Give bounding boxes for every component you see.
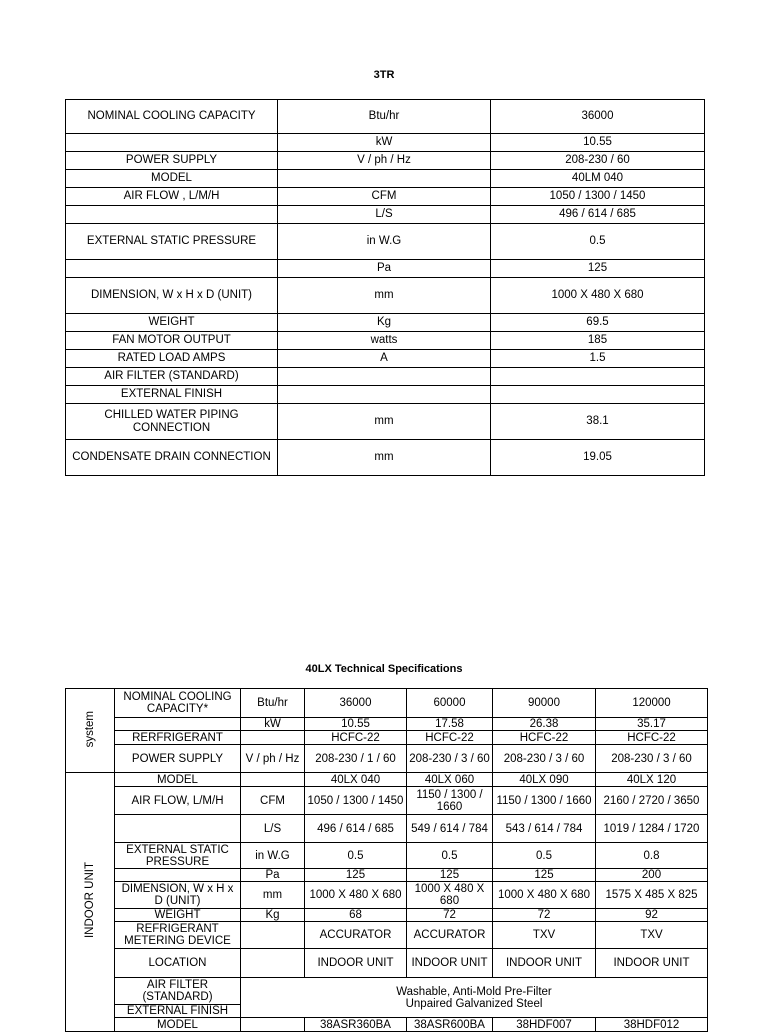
row-label: EXTERNAL FINISH xyxy=(66,386,278,404)
row-label: EXTERNAL STATIC PRESSURE xyxy=(115,843,241,869)
row-label xyxy=(115,815,241,843)
row-unit xyxy=(241,949,305,978)
row-value: 0.5 xyxy=(493,843,596,869)
row-value: 185 xyxy=(491,332,705,350)
row-unit: A xyxy=(278,350,491,368)
table-row xyxy=(66,404,705,440)
row-value: 208-230 / 1 / 60 xyxy=(305,745,407,773)
row-unit: L/S xyxy=(241,815,305,843)
row-value: 26.38 xyxy=(493,718,596,731)
row-value: 120000 xyxy=(596,689,708,718)
row-value: 1575 X 485 X 825 xyxy=(596,882,708,909)
table-row xyxy=(66,689,708,718)
row-label: AIR FILTER (STANDARD) xyxy=(115,978,241,1005)
row-value: 1150 / 1300 / 1660 xyxy=(407,787,493,815)
table-row xyxy=(66,260,705,278)
table-row xyxy=(66,170,705,188)
table-row xyxy=(66,731,708,745)
row-label: AIR FLOW , L/M/H xyxy=(66,188,278,206)
row-value: 40LX 040 xyxy=(305,773,407,787)
table-row xyxy=(66,368,705,386)
row-value: 60000 xyxy=(407,689,493,718)
row-label: RATED LOAD AMPS xyxy=(66,350,278,368)
table-row xyxy=(66,922,708,949)
table-row xyxy=(66,314,705,332)
row-value: 1000 X 480 X 680 xyxy=(491,278,705,314)
table-row xyxy=(66,787,708,815)
row-value: 1.5 xyxy=(491,350,705,368)
row-value: 1000 X 480 X 680 xyxy=(493,882,596,909)
row-value: 200 xyxy=(596,869,708,882)
row-unit: V / ph / Hz xyxy=(241,745,305,773)
table-row xyxy=(66,440,705,476)
spec-40lx-table xyxy=(65,688,708,1032)
row-label: REFRIGERANT METERING DEVICE xyxy=(115,922,241,949)
row-value: 1019 / 1284 / 1720 xyxy=(596,815,708,843)
row-value: INDOOR UNIT xyxy=(493,949,596,978)
row-label: CHILLED WATER PIPING CONNECTION xyxy=(66,404,278,440)
row-value: 0.5 xyxy=(491,224,705,260)
row-label xyxy=(115,869,241,882)
spec-40lx-title: 40LX Technical Specifications xyxy=(305,663,463,675)
row-label xyxy=(66,134,278,152)
air-filter-value: Washable, Anti-Mold Pre-Filter xyxy=(396,985,552,998)
row-unit: Pa xyxy=(241,869,305,882)
row-value: 0.5 xyxy=(305,843,407,869)
spec-3tr-title: 3TR xyxy=(373,69,395,81)
table-row xyxy=(66,1018,708,1032)
table-row xyxy=(66,100,705,134)
row-value: 2160 / 2720 / 3650 xyxy=(596,787,708,815)
row-value: 125 xyxy=(305,869,407,882)
spec-3tr-table xyxy=(65,99,705,476)
row-value: 496 / 614 / 685 xyxy=(491,206,705,224)
row-unit: CFM xyxy=(241,787,305,815)
group-system: system xyxy=(66,689,115,773)
row-unit: in W.G xyxy=(278,224,491,260)
row-value: 1050 / 1300 / 1450 xyxy=(491,188,705,206)
row-unit xyxy=(241,773,305,787)
row-value: HCFC-22 xyxy=(596,731,708,745)
group-indoor-unit: INDOOR UNIT xyxy=(66,773,115,1032)
row-label: DIMENSION, W x H x D (UNIT) xyxy=(115,882,241,909)
row-unit: kW xyxy=(241,718,305,731)
row-unit: watts xyxy=(278,332,491,350)
row-unit xyxy=(278,386,491,404)
table-row xyxy=(66,978,708,1005)
row-value: 1050 / 1300 / 1450 xyxy=(305,787,407,815)
row-label xyxy=(66,206,278,224)
row-unit xyxy=(241,922,305,949)
row-unit: Pa xyxy=(278,260,491,278)
row-unit xyxy=(241,731,305,745)
row-unit: Btu/hr xyxy=(278,100,491,134)
row-unit: mm xyxy=(278,440,491,476)
table-row xyxy=(66,134,705,152)
row-value: 72 xyxy=(493,909,596,922)
row-unit: V / ph / Hz xyxy=(278,152,491,170)
row-value: INDOOR UNIT xyxy=(596,949,708,978)
row-value: 90000 xyxy=(493,689,596,718)
row-value: 1000 X 480 X 680 xyxy=(305,882,407,909)
row-value: 208-230 / 3 / 60 xyxy=(407,745,493,773)
table-row xyxy=(66,773,708,787)
row-label: CONDENSATE DRAIN CONNECTION xyxy=(66,440,278,476)
row-value: 35.17 xyxy=(596,718,708,731)
row-label: EXTERNAL STATIC PRESSURE xyxy=(66,224,278,260)
filter-finish-cell xyxy=(241,978,708,1018)
row-value: TXV xyxy=(596,922,708,949)
row-unit xyxy=(241,1018,305,1032)
row-value: 38HDF007 xyxy=(493,1018,596,1032)
row-label: MODEL xyxy=(115,773,241,787)
row-label: NOMINAL COOLING CAPACITY* xyxy=(115,689,241,718)
external-finish-value: Unpaired Galvanized Steel xyxy=(405,997,543,1010)
row-value: 40LX 060 xyxy=(407,773,493,787)
row-value: 40LX 120 xyxy=(596,773,708,787)
row-label: AIR FILTER (STANDARD) xyxy=(66,368,278,386)
table-row xyxy=(66,206,705,224)
row-unit: Kg xyxy=(278,314,491,332)
row-value: 496 / 614 / 685 xyxy=(305,815,407,843)
row-unit: L/S xyxy=(278,206,491,224)
row-label: LOCATION xyxy=(115,949,241,978)
row-value: 40LX 090 xyxy=(493,773,596,787)
row-value: HCFC-22 xyxy=(493,731,596,745)
row-value: 10.55 xyxy=(305,718,407,731)
table-row xyxy=(66,745,708,773)
row-value: 0.8 xyxy=(596,843,708,869)
row-label: EXTERNAL FINISH xyxy=(115,1005,241,1018)
row-value: 17.58 xyxy=(407,718,493,731)
table-row xyxy=(66,278,705,314)
row-value: ACCURATOR xyxy=(305,922,407,949)
row-value: ACCURATOR xyxy=(407,922,493,949)
row-value: HCFC-22 xyxy=(305,731,407,745)
row-unit: mm xyxy=(241,882,305,909)
row-unit: CFM xyxy=(278,188,491,206)
row-label: MODEL xyxy=(66,170,278,188)
table-row xyxy=(66,718,708,731)
table-row xyxy=(66,882,708,909)
row-value: 208-230 / 60 xyxy=(491,152,705,170)
row-value xyxy=(491,386,705,404)
row-label: AIR FLOW, L/M/H xyxy=(115,787,241,815)
row-value: 208-230 / 3 / 60 xyxy=(596,745,708,773)
table-row xyxy=(66,386,705,404)
row-value: 10.55 xyxy=(491,134,705,152)
row-value: 19.05 xyxy=(491,440,705,476)
row-value: 36000 xyxy=(305,689,407,718)
table-row xyxy=(66,869,708,882)
row-unit: kW xyxy=(278,134,491,152)
row-value: 1000 X 480 X 680 xyxy=(407,882,493,909)
row-value: 0.5 xyxy=(407,843,493,869)
row-unit: in W.G xyxy=(241,843,305,869)
row-unit: mm xyxy=(278,278,491,314)
row-label: FAN MOTOR OUTPUT xyxy=(66,332,278,350)
row-label xyxy=(66,260,278,278)
row-value: INDOOR UNIT xyxy=(407,949,493,978)
row-value: HCFC-22 xyxy=(407,731,493,745)
row-unit: Kg xyxy=(241,909,305,922)
row-value: 69.5 xyxy=(491,314,705,332)
row-label xyxy=(115,718,241,731)
row-value: 38ASR360BA xyxy=(305,1018,407,1032)
row-value: 125 xyxy=(491,260,705,278)
row-unit xyxy=(278,368,491,386)
row-value: 549 / 614 / 784 xyxy=(407,815,493,843)
row-label: POWER SUPPLY xyxy=(66,152,278,170)
table-row xyxy=(66,949,708,978)
row-label: NOMINAL COOLING CAPACITY xyxy=(66,100,278,134)
table-row xyxy=(66,815,708,843)
row-value xyxy=(491,368,705,386)
row-value: 208-230 / 3 / 60 xyxy=(493,745,596,773)
table-row xyxy=(66,224,705,260)
row-value: 72 xyxy=(407,909,493,922)
row-value: 40LM 040 xyxy=(491,170,705,188)
row-value: 92 xyxy=(596,909,708,922)
row-unit: mm xyxy=(278,404,491,440)
row-label: POWER SUPPLY xyxy=(115,745,241,773)
table-row xyxy=(66,332,705,350)
row-value: 68 xyxy=(305,909,407,922)
row-value: INDOOR UNIT xyxy=(305,949,407,978)
row-label: WEIGHT xyxy=(66,314,278,332)
table-row xyxy=(66,350,705,368)
row-label: RERFRIGERANT xyxy=(115,731,241,745)
table-row xyxy=(66,843,708,869)
table-row xyxy=(66,152,705,170)
row-value: 36000 xyxy=(491,100,705,134)
row-value: 125 xyxy=(493,869,596,882)
table-row xyxy=(66,188,705,206)
row-unit xyxy=(278,170,491,188)
row-value: 38ASR600BA xyxy=(407,1018,493,1032)
table-row xyxy=(66,909,708,922)
row-value: 125 xyxy=(407,869,493,882)
row-unit: Btu/hr xyxy=(241,689,305,718)
row-value: 1150 / 1300 / 1660 xyxy=(493,787,596,815)
row-value: 543 / 614 / 784 xyxy=(493,815,596,843)
row-label: MODEL xyxy=(115,1018,241,1032)
row-label: DIMENSION, W x H x D (UNIT) xyxy=(66,278,278,314)
row-value: 38.1 xyxy=(491,404,705,440)
row-value: 38HDF012 xyxy=(596,1018,708,1032)
row-label: WEIGHT xyxy=(115,909,241,922)
row-value: TXV xyxy=(493,922,596,949)
